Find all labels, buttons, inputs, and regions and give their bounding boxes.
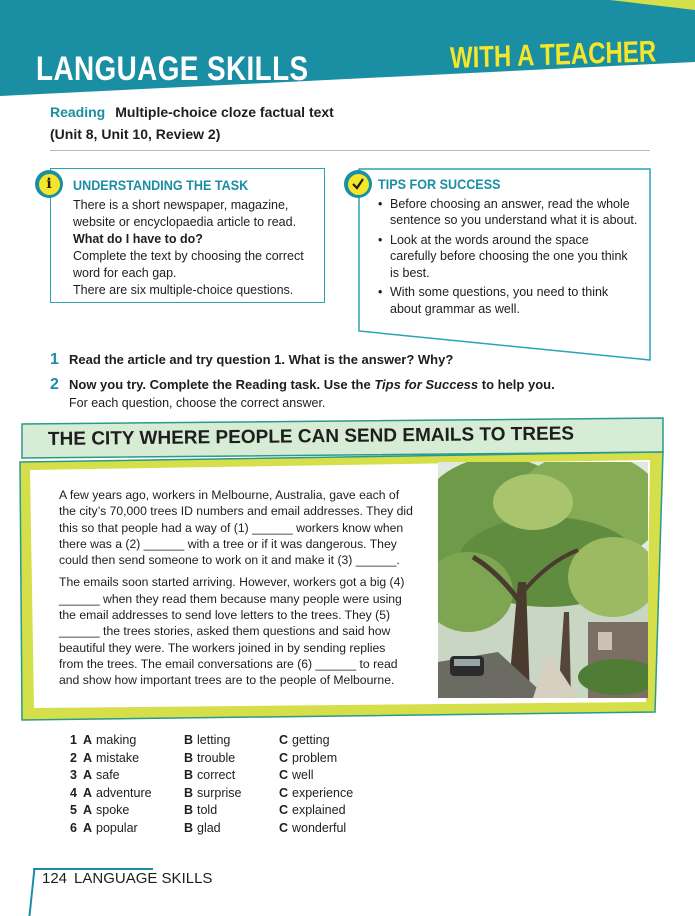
article-line: beautiful they were. The workers joined in by sending replies [59,640,386,655]
page-title: LANGUAGE SKILLS [36,50,309,88]
article-paragraph-1 [59,487,415,568]
option-c: explained [292,803,346,817]
option-c: wonderful [292,820,347,835]
option-a: making [96,733,137,747]
tip-item: • Look at the words around the space carefully before choosing the one you think is best. [378,232,638,282]
question-number: 3 [70,768,77,782]
option-letter-a: A [83,820,93,835]
answer-row [70,786,390,804]
unit-references: (Unit 8, Unit 10, Review 2) [50,126,221,142]
reading-label: Reading [50,104,106,120]
question-number: 6 [70,820,77,835]
question-number: 2 [70,750,77,765]
option-letter-a: A [83,785,93,800]
answer-row [70,768,390,786]
article-body [59,487,415,695]
option-c: getting [292,733,330,747]
article-line: the email addresses to send love letters to the trees. They (5) [59,608,391,623]
footer-label: LANGUAGE SKILLS [74,870,213,887]
option-a: mistake [96,750,140,765]
option-a: safe [96,768,120,782]
option-a: adventure [96,785,152,800]
instruction-text-end: to help you. [478,377,555,392]
option-b: correct [197,768,236,782]
tip-item: • With some questions, you need to think about grammar as well. [378,284,638,317]
page-footer [42,870,212,887]
option-b: letting [197,733,231,747]
option-b: trouble [197,750,236,765]
question-number: 5 [70,803,77,817]
option-b: surprise [197,785,242,800]
option-letter-a: A [83,750,93,765]
option-letter-c: C [279,733,289,747]
instruction-text: Now you try. Complete the Reading task. Use the [69,377,375,392]
option-letter-a: A [83,768,93,782]
understanding-title: UNDERSTANDING THE TASK [73,177,249,193]
task-type: Multiple-choice cloze factual text [115,104,334,120]
understanding-question: What do I have to do? [73,232,203,246]
option-letter-c: C [279,820,289,835]
option-letter-b: B [184,803,194,817]
option-letter-a: A [83,733,93,747]
option-letter-c: C [279,768,289,782]
question-number: 4 [70,785,77,800]
article-line: there was a (2) ______ with a tree or if it was dangerous. They [59,536,397,551]
teacher-badge: WITH A TEACHER [449,35,657,75]
answer-row [70,733,390,751]
option-letter-b: B [184,733,194,747]
option-b: told [197,803,218,817]
article-line: A few years ago, workers in Melbourne, Australia, gave each of [59,488,400,502]
article-line: ______ the trees stories, asked them questions and said how [59,624,391,639]
article-line: The emails soon started arriving. However, workers got a big (4) [59,575,405,590]
answer-options [70,733,390,838]
option-a: popular [96,820,138,835]
article-title: THE CITY WHERE PEOPLE CAN SEND EMAILS TO TREES [47,423,575,450]
article-line: the city’s 70,000 trees ID numbers and email addresses. They did [59,504,413,519]
instruction-subtext: For each question, choose the correct answer. [69,396,326,410]
tips-reference: Tips for Success [374,377,479,392]
option-a: spoke [96,803,130,817]
option-letter-a: A [83,803,93,817]
option-letter-c: C [279,803,289,817]
answer-row [70,821,390,839]
article-line: ______ when they read them because many people were using [59,591,402,606]
understanding-count: There are six multiple-choice questions. [73,283,294,297]
article-paragraph-2 [59,574,415,688]
answer-row [70,751,390,769]
instruction-number: 1 [50,351,59,368]
option-b: glad [197,820,221,835]
question-number: 1 [70,733,77,747]
tip-item: • Before choosing an answer, read the whole sentence so you understand what it is about. [378,196,638,229]
option-c: problem [292,750,338,765]
article-line: and show how important trees are to the people of Melbourne. [59,673,395,688]
option-c: well [292,768,314,782]
article-line: from the trees. The email conversations are (6) ______ to read [59,656,398,671]
option-letter-b: B [184,750,194,765]
tips-title: TIPS FOR SUCCESS [378,176,501,192]
understanding-answer: Complete the text by choosing the correct word for each gap. [73,249,304,280]
option-letter-b: B [184,785,194,800]
option-letter-c: C [279,785,289,800]
instruction-text: Read the article and try question 1. What is the answer? Why? [69,352,454,367]
option-letter-b: B [184,768,194,782]
tree-lined-street-photo [438,462,648,698]
answer-row [70,803,390,821]
understanding-intro: There is a short newspaper, magazine, website or encyclopaedia article to read. [73,198,297,229]
article-line: this so that people had a way of (1) ______ workers know when [59,520,404,535]
option-letter-c: C [279,750,289,765]
article-line: could then send someone to work on it and make it (3) ______. [59,553,400,568]
option-c: experience [292,785,354,800]
option-letter-b: B [184,820,194,835]
footer-accent-line [28,868,35,916]
info-icon-glyph: i [39,174,60,195]
instruction-number: 2 [50,376,59,393]
page-number: 124 [42,870,68,887]
